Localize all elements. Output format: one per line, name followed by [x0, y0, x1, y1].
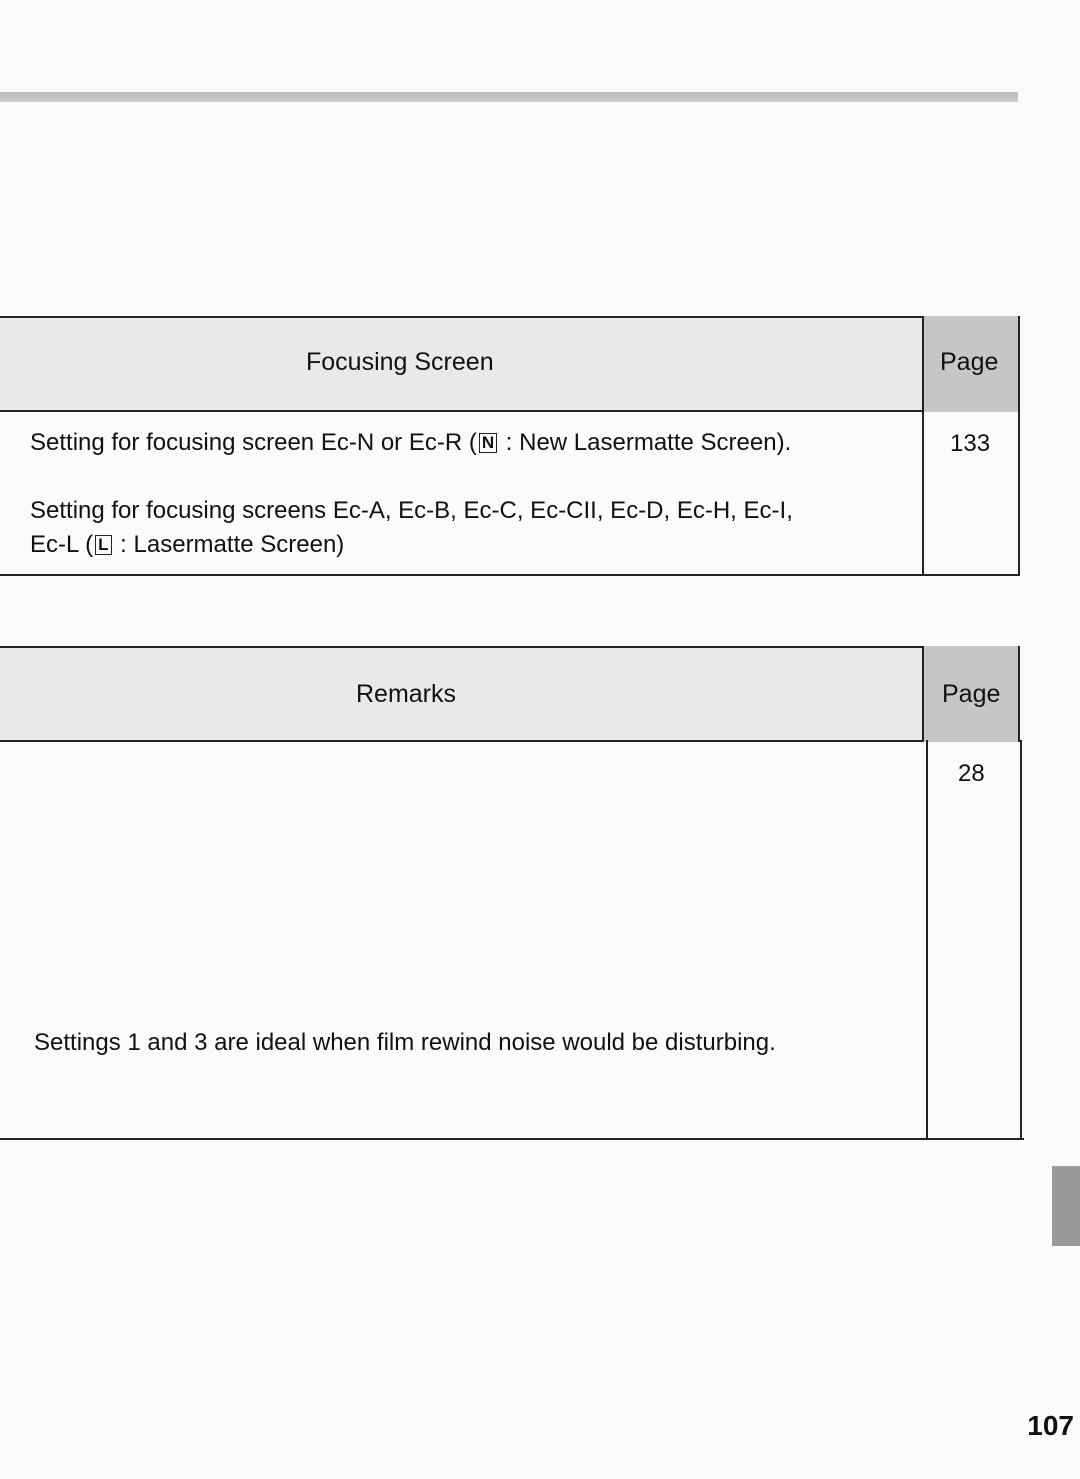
focusing-row-2-line-2 [30, 528, 344, 562]
focusing-screen-header: Focusing Screen [306, 348, 494, 376]
remarks-row-1-page: 28 [958, 760, 985, 787]
n-screen-icon: N [479, 433, 497, 453]
l-screen-icon: L [95, 535, 111, 555]
remarks-right-border [1020, 740, 1022, 1140]
remarks-table-header [0, 646, 1020, 742]
focusing-row-1-page: 133 [950, 430, 991, 457]
page-number: 107 [1027, 1410, 1074, 1441]
row-2-prefix: Ec-L ( [30, 531, 94, 558]
row-1-prefix: Setting for focusing screen Ec-N or Ec-R ( [30, 429, 477, 456]
focusing-right-border [1018, 410, 1020, 576]
remarks-page-header: Page [942, 680, 1001, 708]
remarks-table-body [0, 740, 1024, 1140]
row-1-suffix: : New Lasermatte Screen). [499, 429, 792, 456]
remarks-row-2-text: Settings 1 and 3 are ideal when film rewind noise would be disturbing. [34, 1029, 776, 1056]
remarks-column-divider [926, 740, 928, 1140]
focusing-row-1-text [30, 426, 791, 460]
top-rule [0, 92, 1018, 102]
focusing-table-header [0, 316, 1020, 412]
remarks-header: Remarks [356, 680, 457, 708]
focusing-column-divider [922, 410, 924, 576]
section-tab-marker [1052, 1166, 1080, 1246]
focusing-page-header: Page [940, 348, 999, 376]
row-2-suffix: : Lasermatte Screen) [113, 531, 345, 558]
focusing-row-2-line-1: Setting for focusing screens Ec-A, Ec-B, Ec-C, Ec-CII, Ec-D, Ec-H, Ec-I, [30, 497, 793, 524]
